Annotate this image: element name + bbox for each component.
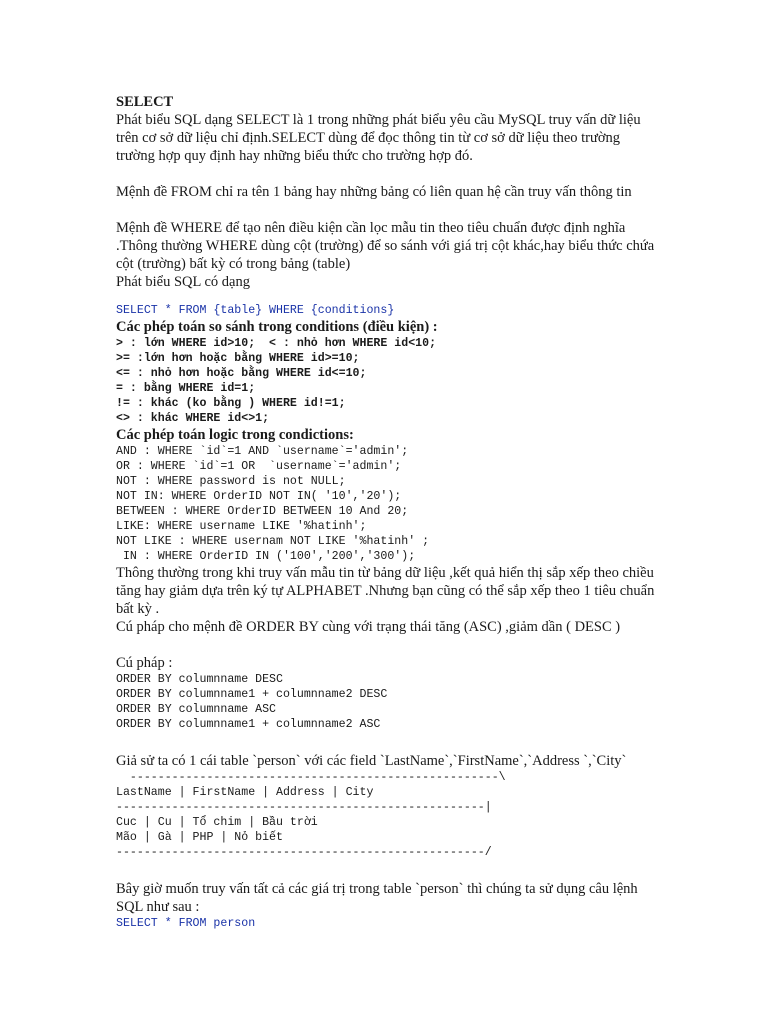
order-line: ORDER BY columnname1 + columnname2 DESC xyxy=(116,688,388,701)
order-syntax-label: Cú pháp : xyxy=(116,655,173,671)
logic-line: AND : WHERE `id`=1 AND `username`='admin'; xyxy=(116,445,409,458)
compare-line: >= :lớn hơn hoặc bằng WHERE id>=10; xyxy=(116,352,360,365)
logic-line: NOT : WHERE password is not NULL; xyxy=(116,475,346,488)
logic-code-block xyxy=(116,444,656,564)
table-line: -----------------------------------------------------| xyxy=(116,801,492,814)
intro-paragraph-2: Mệnh đề FROM chỉ ra tên 1 bảng hay những bảng có liên quan hệ cần truy vấn thông tin xyxy=(116,184,632,200)
intro-paragraph-1: Phát biểu SQL dạng SELECT là 1 trong những phát biểu yêu cầu MySQL truy vấn dữ liệu trên cơ sở dữ liệu chỉ định.SELECT dùng để đọc thông tin từ cơ sở dữ liệu theo trường trường hợp quy định hay những biểu thức cho trường hợp đó. xyxy=(116,112,641,164)
compare-line: = : bằng WHERE id=1; xyxy=(116,382,256,395)
table-line: LastName | FirstName | Address | City xyxy=(116,786,374,799)
order-line: ORDER BY columnname DESC xyxy=(116,673,283,686)
compare-line: <= : nhỏ hơn hoặc bằng WHERE id<=10; xyxy=(116,367,367,380)
syntax-code-line: SELECT * FROM {table} WHERE {conditions} xyxy=(116,304,395,317)
compare-code-block xyxy=(116,336,656,426)
final-paragraph: Bây giờ muốn truy vấn tất cả các giá trị trong table `person` thì chúng ta sử dụng câu lệnh SQL như sau : xyxy=(116,881,638,915)
table-line: Mão | Gà | PHP | Nỏ biết xyxy=(116,831,283,844)
order-line: ORDER BY columnname ASC xyxy=(116,703,277,716)
order-line: ORDER BY columnname1 + columnname2 ASC xyxy=(116,718,381,731)
order-paragraph-1: Thông thường trong khi truy vấn mẫu tin từ bảng dữ liệu ,kết quả hiển thị sắp xếp theo chiều tăng hay giảm dựa trên ký tự ALPHABET .Nhưng bạn cũng có thể sắp xếp theo 1 tiêu chuẩn bất kỳ . xyxy=(116,565,655,617)
intro-paragraph-3: Mệnh đề WHERE để tạo nên điều kiện cần lọc mẫu tin theo tiêu chuẩn được định nghĩa .Thông thường WHERE dùng cột (trường) để so sánh với giá trị cột khác,hay biểu thức chứa cột (trường) bất kỳ có trong bảng (table) xyxy=(116,220,655,272)
table-line: -----------------------------------------------------/ xyxy=(116,846,492,859)
final-code-line: SELECT * FROM person xyxy=(116,917,256,930)
logic-line: NOT LIKE : WHERE usernam NOT LIKE '%hatinh' ; xyxy=(116,535,430,548)
order-code-block xyxy=(116,672,656,732)
table-example-intro: Giả sử ta có 1 cái table `person` với các field `LastName`,`FirstName`,`Address `,`City` xyxy=(116,753,627,769)
compare-line: <> : khác WHERE id<>1; xyxy=(116,412,270,425)
table-line: -----------------------------------------------------\ xyxy=(116,771,506,784)
intro-paragraph-4: Phát biểu SQL có dạng xyxy=(116,274,250,290)
order-paragraph-2: Cú pháp cho mệnh đề ORDER BY cùng với trạng thái tăng (ASC) ,giảm dần ( DESC ) xyxy=(116,619,621,635)
section-heading: SELECT xyxy=(116,94,174,110)
compare-line: != : khác (ko bằng ) WHERE id!=1; xyxy=(116,397,346,410)
logic-line: OR : WHERE `id`=1 OR `username`='admin'; xyxy=(116,460,402,473)
compare-line: > : lớn WHERE id>10; < : nhỏ hơn WHERE id<10; xyxy=(116,337,437,350)
document-page xyxy=(116,93,656,931)
logic-line: BETWEEN : WHERE OrderID BETWEEN 10 And 20; xyxy=(116,505,409,518)
compare-heading: Các phép toán so sánh trong conditions (điều kiện) : xyxy=(116,319,438,335)
logic-line: IN : WHERE OrderID IN ('100','200','300'); xyxy=(116,550,416,563)
logic-heading: Các phép toán logic trong condictions: xyxy=(116,427,354,443)
table-example-code-block xyxy=(116,770,656,860)
logic-line: NOT IN: WHERE OrderID NOT IN( '10','20'); xyxy=(116,490,402,503)
table-line: Cuc | Cu | Tổ chim | Bầu trời xyxy=(116,816,318,829)
logic-line: LIKE: WHERE username LIKE '%hatinh'; xyxy=(116,520,367,533)
